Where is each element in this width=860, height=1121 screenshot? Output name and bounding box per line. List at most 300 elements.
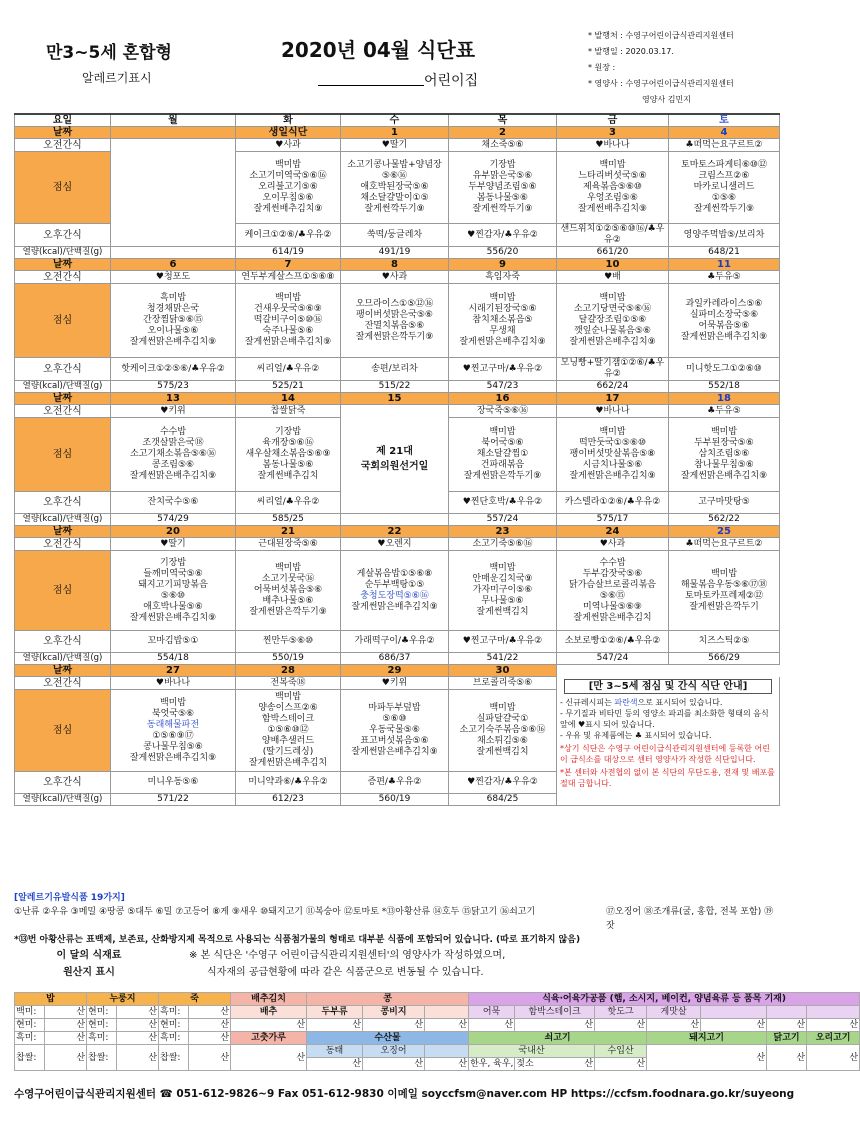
origin-san: 산 [45, 1019, 87, 1032]
info-warning: *본 센터와 사전협의 없이 본 식단의 무단도용, 전재 및 배포를 절대 금합니다. [560, 768, 775, 788]
lunch-cell [557, 284, 669, 358]
pm-snack-cell: 카스텔라①②⑥/♣우유② [557, 492, 669, 514]
lunch-item: 잘게썬맑은배추김치⑨ [129, 471, 217, 481]
lunch-item: 잘게썬맑은배추김치 [248, 758, 328, 768]
kcal-label: 열량(kcal)/단백질(g) [15, 514, 111, 526]
lunch-label: 점심 [15, 418, 111, 492]
lunch-cell [236, 284, 341, 358]
allergy-legend [14, 891, 779, 947]
origin-grain-label: 현미: [87, 1019, 117, 1032]
lunch-item: 무나물⑤⑥ [481, 596, 524, 606]
origin-sub-empty [701, 1006, 767, 1019]
origin-head-pork: 돼지고기 [647, 1032, 767, 1045]
kcal-cell: 648/21 [669, 247, 780, 259]
lunch-item: 토마토스파게티⑥⑩⑫ [681, 160, 767, 170]
am-snack-cell: ♥딸기 [341, 139, 449, 152]
lunch-item: 표고버섯볶음⑤⑥ [360, 736, 429, 746]
info-blue-word: 파란색 [614, 698, 638, 707]
publish-meta [588, 28, 734, 108]
origin-san: 산 [363, 1058, 425, 1071]
origin-sub-ham: 함박스테이크 [515, 1006, 595, 1019]
origin-sub-empty [425, 1006, 469, 1019]
date-row [15, 665, 780, 677]
kcal-cell: 684/25 [449, 794, 557, 806]
lunch-item: 깻잎순나물볶음⑤⑥ [574, 326, 651, 336]
lunch-item: 유부맑은국⑤⑥ [472, 171, 533, 181]
lunch-item: 잘게썬맑은깍두기⑨ [249, 607, 327, 617]
center-suffix: 어린이집 [424, 73, 479, 89]
lunch-cell [449, 690, 557, 772]
pm-snack-cell: 씨리얼/♣우유② [236, 492, 341, 514]
lunch-item: 두부양념조림⑤⑥ [468, 182, 537, 192]
origin-head-duck: 오리고기 [807, 1032, 860, 1045]
lunch-item: 잘게썬배추김치 [257, 471, 319, 481]
pm-snack-cell: ♥찐단호박/♣우유② [449, 492, 557, 514]
lunch-label: 점심 [15, 284, 111, 358]
lunch-item: 봄동나물⑤⑥ [477, 193, 528, 203]
am-snack-cell: ♥키위 [341, 677, 449, 690]
origin-sub-fishcake: 어묵 [469, 1006, 515, 1019]
lunch-cell [669, 152, 780, 224]
pm-snack-cell: 영양주먹밥⑤/보리차 [669, 224, 780, 247]
lunch-item: 백미밥 [599, 293, 626, 303]
lunch-item: 떡만둣국①⑤⑥⑩ [578, 438, 647, 448]
pm-snack-row [15, 358, 780, 381]
lunch-item: 잘게썬백김치 [476, 747, 529, 757]
lunch-cell [557, 551, 669, 631]
pm-snack-cell: 모닝빵+딸기잼①②⑥/♣우유② [557, 358, 669, 381]
am-snack-cell: ♥바나나 [111, 677, 236, 690]
origin-grain-label: 백미: [15, 1006, 45, 1019]
pm-snack-cell: 샌드위치①②⑤⑥⑩⑯/♣우유② [557, 224, 669, 247]
lunch-item: 잘게썬배추김치⑨ [578, 204, 647, 214]
pm-snack-cell: 씨리얼/♣우유② [236, 358, 341, 381]
lunch-item: 동래해물파전 [146, 719, 200, 730]
date-cell: 18 [669, 393, 780, 405]
origin-head-porridge: 죽 [159, 993, 231, 1006]
lunch-item: 잘게썬맑은배추김치⑨ [129, 337, 217, 347]
lunch-item: 잘게썬맑은배추김치⑨ [351, 601, 438, 612]
lunch-item: 우엉조림⑤⑥ [587, 193, 638, 203]
am-snack-cell: 근대된장죽⑤⑥ [236, 538, 341, 551]
lunch-cell [341, 690, 449, 772]
lunch-item: 안매운김치국⑨ [472, 574, 533, 584]
age-group: 만3~5세 혼합형 [46, 43, 172, 63]
lunch-item: 떡갈비구이⑤⑩⑯ [253, 315, 323, 325]
origin-sub-squid: 오징어 [363, 1045, 425, 1058]
pm-snack-cell: 미니약과⑥/♣우유② [236, 772, 341, 794]
kcal-cell: 571/22 [111, 794, 236, 806]
date-label: 날짜 [15, 127, 111, 139]
empty-cell [111, 139, 236, 247]
date-label: 날짜 [15, 259, 111, 271]
lunch-item: ⑤⑥⑯ [381, 171, 408, 181]
info-title: [만 3~5세 점심 및 간식 식단 안내] [564, 679, 772, 694]
pm-snack-cell: 미니우동⑤⑥ [111, 772, 236, 794]
date-cell: 7 [236, 259, 341, 271]
lunch-item: ①⑤⑥⑨⑰ [152, 730, 194, 741]
origin-san: 산 [807, 1019, 860, 1032]
date-cell: 11 [669, 259, 780, 271]
lunch-item: 무생채 [489, 326, 516, 336]
kcal-cell: 557/24 [449, 514, 557, 526]
date-cell: 2 [449, 127, 557, 139]
lunch-item: 느타리버섯국⑤⑥ [578, 171, 647, 181]
lunch-item: 백미밥 [489, 703, 516, 713]
date-label: 날짜 [15, 665, 111, 677]
lunch-item: 봄동나물⑤⑥ [262, 460, 314, 470]
date-cell: 6 [111, 259, 236, 271]
origin-grain-label: 찹쌀: [87, 1045, 117, 1071]
am-snack-cell: ♣두유⑤ [669, 271, 780, 284]
origin-grain-label: 찹쌀: [159, 1045, 189, 1071]
am-snack-cell: 채소죽⑤⑥ [449, 139, 557, 152]
kcal-cell: 585/25 [236, 514, 341, 526]
lunch-item: 어묵버섯볶음⑤⑥ [253, 585, 323, 595]
date-cell: 22 [341, 526, 449, 538]
lunch-item: 북엇국⑤⑥ [151, 708, 195, 719]
am-snack-cell: ♣떠먹는요구르트② [669, 538, 780, 551]
lunch-label: 점심 [15, 152, 111, 224]
origin-title-1: 이 달의 식재료 [56, 950, 122, 961]
origin-san: 산 [189, 1006, 231, 1019]
am-snack-cell: 브로콜리죽⑤⑥ [449, 677, 557, 690]
lunch-row [15, 551, 780, 631]
lunch-item: 잘게썬배추김치⑨ [253, 204, 323, 214]
pm-snack-label: 오후간식 [15, 631, 111, 653]
lunch-item: 잘게썬맑은배추김치⑨ [680, 471, 768, 481]
origin-grain-label: 현미: [159, 1019, 189, 1032]
lunch-cell [236, 418, 341, 492]
kcal-row [15, 247, 780, 259]
kcal-cell: 491/19 [341, 247, 449, 259]
meta-date: * 발행일 : 2020.03.17. [588, 47, 674, 56]
origin-head-seafood: 수산물 [307, 1032, 469, 1045]
lunch-label: 점심 [15, 551, 111, 631]
lunch-cell [111, 690, 236, 772]
weekday-0: 월 [111, 114, 236, 127]
lunch-item: 함박스테이크 [261, 714, 315, 724]
date-cell: 13 [111, 393, 236, 405]
kcal-row [15, 653, 780, 665]
allergy-note-text: *⑬번 아황산류는 표백제, 보존료, 산화방지제 목적으로 사용되는 식품첨가물의 형태로 대부분 식품에 포함되어 있습니다. (따로 표기하지 않음) [14, 935, 581, 945]
lunch-item: 간장찜닭⑤⑥⑮ [143, 315, 203, 325]
origin-head-bean: 콩 [307, 993, 469, 1006]
lunch-cell [236, 551, 341, 631]
lunch-cell [111, 551, 236, 631]
lunch-item: 달걀장조림①⑤⑥ [578, 315, 647, 325]
date-cell: 14 [236, 393, 341, 405]
origin-sub-empty [767, 1006, 807, 1019]
lunch-item: 백미밥 [274, 293, 302, 303]
pm-snack-cell: ♥찐고구마/♣우유② [449, 358, 557, 381]
pm-snack-cell: 케이크①②⑥/♣우유② [236, 224, 341, 247]
center-name-blank [318, 72, 424, 86]
date-cell [669, 665, 780, 677]
lunch-cell [449, 551, 557, 631]
am-snack-cell: ♥딸기 [111, 538, 236, 551]
kcal-row [15, 381, 780, 393]
date-cell: 30 [449, 665, 557, 677]
am-snack-cell: ♣떠먹는요구르트② [669, 139, 780, 152]
kcal-cell: 662/24 [557, 381, 669, 393]
lunch-item: 팽이버섯맛살볶음⑤⑧ [569, 449, 656, 459]
origin-san: 산 [515, 1058, 595, 1071]
origin-san: 산 [189, 1019, 231, 1032]
origin-san: 산 [117, 1045, 159, 1071]
lunch-item: 잘게썬맑은깍두기 [689, 601, 759, 612]
lunch-item: 잘게썬깍두기⑨ [472, 204, 533, 214]
am-snack-row [15, 677, 780, 690]
pm-snack-label: 오후간식 [15, 772, 111, 794]
lunch-item: ①⑤⑥⑩⑫ [267, 725, 309, 735]
lunch-item: ⑤⑥⑩ [160, 590, 186, 601]
pm-snack-cell: 미니핫도그①②⑥⑩ [669, 358, 780, 381]
date-cell: 9 [449, 259, 557, 271]
lunch-cell [669, 418, 780, 492]
lunch-item: 양배추샐러드 [261, 736, 315, 746]
origin-san: 산 [307, 1019, 363, 1032]
am-snack-cell: ♥바나나 [557, 405, 669, 418]
lunch-item: 미역나물⑤⑥⑨ [583, 601, 642, 612]
pm-snack-cell: 치즈스틱②⑤ [669, 631, 780, 653]
origin-head-beef: 쇠고기 [469, 1032, 647, 1045]
date-cell: 27 [111, 665, 236, 677]
lunch-item: 소고기미역국⑤⑥⑯ [249, 171, 327, 181]
lunch-item: 잘게썬맑은깍두기⑨ [355, 331, 434, 342]
date-cell [557, 665, 669, 677]
lunch-item: 잘게썬맑은배추김치⑨ [129, 752, 217, 763]
info-warning: *상기 식단은 수영구 어린이급식관리지원센터에 등록한 어린이 급식소를 대상으로 센터 영양사가 작성한 식단입니다. [560, 744, 770, 764]
date-row [15, 526, 780, 538]
weekday-header-row [15, 114, 780, 127]
lunch-item: 마카로니샐러드 [693, 182, 755, 192]
kcal-row [15, 514, 780, 526]
lunch-item: 건파래볶음 [480, 460, 525, 470]
lunch-item: 수수밥 [159, 427, 187, 437]
origin-grain-label: 흑미: [87, 1032, 117, 1045]
holiday-line: 제 21대 [376, 446, 413, 457]
origin-title [14, 944, 164, 984]
meta-publisher: * 발행처 : 수영구어린이급식관리지원센터 [588, 31, 734, 40]
date-cell: 17 [557, 393, 669, 405]
lunch-row [15, 284, 780, 358]
am-snack-cell: 찹쌀닭죽 [236, 405, 341, 418]
am-snack-cell: 전복죽⑱ [236, 677, 341, 690]
lunch-item: 청경채맑은국 [146, 304, 200, 314]
origin-san: 산 [307, 1058, 363, 1071]
lunch-item: 기장밥 [274, 427, 302, 437]
kcal-cell: 575/17 [557, 514, 669, 526]
kcal-cell: 560/19 [341, 794, 449, 806]
origin-san: 산 [469, 1019, 515, 1032]
lunch-item: ⑤⑥⑮ [599, 590, 626, 601]
meta-dietitian-name: 영양사 김민지 [642, 95, 691, 104]
weekday-3: 목 [449, 114, 557, 127]
lunch-item: 실파미소장국⑤⑥ [689, 309, 759, 320]
pm-snack-cell: 찐만두⑤⑥⑩ [236, 631, 341, 653]
lunch-item: 애호박된장국⑤⑥ [360, 182, 429, 192]
pm-snack-cell: 쑥떡/둥글레차 [341, 224, 449, 247]
pm-snack-cell: 잔치국수⑤⑥ [111, 492, 236, 514]
date-cell: 25 [669, 526, 780, 538]
lunch-item: 닭가슴살브로콜리볶음 [569, 579, 656, 590]
am-snack-cell: 소고기죽⑤⑥⑯ [449, 538, 557, 551]
lunch-item: 돼지고기피망볶음 [138, 579, 208, 590]
kcal-cell [111, 247, 236, 259]
origin-sub-empty [807, 1006, 860, 1019]
lunch-item: 잘게썬맑은배추김치⑨ [351, 747, 438, 757]
am-snack-cell: ♥사과 [557, 538, 669, 551]
lunch-item: 콩나물무침⑤⑥ [143, 741, 203, 752]
lunch-item: 오므라이스①⑤⑫⑯ [355, 298, 434, 309]
kcal-cell: 515/22 [341, 381, 449, 393]
lunch-item: 삼치조림⑤⑥ [698, 449, 750, 459]
lunch-item: 백미밥 [489, 427, 516, 437]
origin-san: 산 [807, 1045, 860, 1071]
origin-san: 산 [515, 1019, 595, 1032]
origin-san: 산 [595, 1019, 647, 1032]
lunch-item: 배추나물⑤⑥ [262, 596, 314, 606]
origin-title-2: 원산지 표시 [63, 967, 115, 978]
lunch-label: 점심 [15, 690, 111, 772]
lunch-item: 채소튀김⑤⑥ [477, 736, 528, 746]
origin-head-nurungji: 누룽지 [87, 993, 159, 1006]
lunch-item: 오이나물⑤⑥ [147, 326, 199, 336]
weekday-4: 금 [557, 114, 669, 127]
am-snack-label: 오전간식 [15, 405, 111, 418]
lunch-item: 백미밥 [710, 568, 738, 579]
origin-table [14, 992, 860, 1071]
origin-san: 산 [231, 1045, 307, 1071]
origin-hanwoo: 한우, 육우, 젖소 [470, 1059, 534, 1069]
date-cell: 29 [341, 665, 449, 677]
lunch-item: 시래기된장국⑤⑥ [468, 304, 537, 314]
meta-dietitian: * 영양사 : 수영구어린이급식관리지원센터 [588, 79, 734, 88]
lunch-item: 숙주나물⑤⑥ [262, 326, 314, 336]
pm-snack-cell: ♥찐감자/♣우유② [449, 224, 557, 247]
info-line [560, 697, 776, 708]
kcal-cell: 547/23 [449, 381, 557, 393]
lunch-item: 소고기채소볶음⑤⑥⑯ [130, 449, 216, 459]
pm-snack-label: 오후간식 [15, 492, 111, 514]
lunch-item: 조갯살맑은국⑱ [142, 438, 204, 448]
lunch-cell [111, 418, 236, 492]
page-header [0, 0, 793, 108]
origin-san: 산 [701, 1019, 767, 1032]
lunch-item: 새우살채소볶음⑤⑥⑨ [245, 449, 331, 459]
kcal-label: 열량(kcal)/단백질(g) [15, 381, 111, 393]
date-cell: 생일식단 [236, 127, 341, 139]
date-cell: 10 [557, 259, 669, 271]
pm-snack-cell: 가래떡구이/♣우유② [341, 631, 449, 653]
date-cell: 23 [449, 526, 557, 538]
lunch-item: 백미밥 [274, 692, 302, 702]
lunch-item: 소고기콩나물밥+양념장 [347, 160, 442, 170]
lunch-item: 백미밥 [599, 160, 626, 170]
lunch-item: 백미밥 [599, 427, 626, 437]
lunch-cell [449, 284, 557, 358]
lunch-item: 크림스프②⑥ [698, 171, 750, 181]
origin-san: 산 [647, 1045, 767, 1071]
allergy-items-1: ①난류 ②우유 ③메밀 ④땅콩 ⑤대두 ⑥밀 ⑦고등어 ⑧게 ⑨새우 ⑩돼지고기 ⑪복숭아 ⑫토마토 *⑬아황산류 ⑭호두 ⑮닭고기 ⑯쇠고기 [14, 907, 536, 917]
lunch-item: 소고기당면국⑤⑥⑯ [573, 304, 652, 314]
origin-san: 산 [189, 1045, 231, 1071]
lunch-item: 애호박나물⑤⑥ [143, 601, 203, 612]
am-snack-label: 오전간식 [15, 139, 111, 152]
lunch-item: (딸기드레싱) [262, 747, 314, 757]
origin-sub-domestic: 국내산 [469, 1045, 595, 1058]
holiday-text [342, 444, 447, 474]
date-cell: 15 [341, 393, 449, 405]
lunch-item: 어묵볶음⑤⑥ [698, 320, 750, 331]
lunch-item: ①⑤⑥ [711, 193, 737, 203]
origin-san: 산 [117, 1032, 159, 1045]
date-row [15, 127, 780, 139]
lunch-item: 백미밥 [710, 427, 738, 437]
date-cell [111, 127, 236, 139]
lunch-item: 채소달걀찜① [476, 449, 529, 459]
info-line: - 무기질과 비타민 등의 영양소 파괴를 최소화한 형태의 음식앞에 ♥표시 되어 있습니다. [560, 709, 769, 729]
kcal-cell [341, 514, 449, 526]
lunch-item: 순두부백탕①⑤ [364, 579, 425, 590]
am-snack-cell: 연두부게살스프①⑤⑥⑧ [236, 271, 341, 284]
kcal-cell: 661/20 [557, 247, 669, 259]
lunch-item: 우동국물⑤⑥ [369, 725, 420, 735]
kcal-cell: 554/18 [111, 653, 236, 665]
lunch-item: 소고기뭇국⑯ [261, 574, 315, 584]
origin-desc-1: ※ 본 식단은 '수영구 어린이급식관리지원센터'의 영양사가 작성하였으며, [189, 950, 506, 961]
lunch-item: 제육볶음⑤⑥⑩ [583, 182, 642, 192]
kcal-cell: 574/29 [111, 514, 236, 526]
origin-san: 산 [117, 1006, 159, 1019]
info-line: - 우유 및 유제품에는 ♣ 표시되어 있습니다. [560, 731, 712, 740]
am-snack-cell: ♣두유⑤ [669, 405, 780, 418]
kcal-label: 열량(kcal)/단백질(g) [15, 794, 111, 806]
kcal-cell: 614/19 [236, 247, 341, 259]
pm-snack-label: 오후간식 [15, 224, 111, 247]
kcal-cell: 550/19 [236, 653, 341, 665]
lunch-item: 게살볶음밥①⑤⑥⑧ [356, 568, 433, 579]
lunch-item: 기장밥 [489, 160, 516, 170]
lunch-item: 과일카레라이스⑤⑥ [685, 298, 763, 309]
lunch-item: 오이무침⑤⑥ [262, 193, 314, 203]
kcal-cell: 525/21 [236, 381, 341, 393]
lunch-item: 백미밥 [489, 293, 516, 303]
lunch-item: 백미밥 [489, 563, 516, 573]
footer-contact: 수영구어린이급식관리지원센터 ☎ 051-612-9826~9 Fax 051-612-9830 이메일 soyccfsm@naver.com HP https://ccfsm.foodnara.go.kr/suyeong [14, 1088, 795, 1100]
am-snack-cell: ♥청포도 [111, 271, 236, 284]
weekday-1: 화 [236, 114, 341, 127]
pm-snack-cell: 증편/♣우유② [341, 772, 449, 794]
origin-sub-abalone: 동태 [307, 1045, 363, 1058]
menu-info-box [557, 677, 780, 806]
date-cell: 28 [236, 665, 341, 677]
info-text [558, 697, 778, 789]
weekday-2: 수 [341, 114, 449, 127]
lunch-item: 충청도장떡⑤⑥⑯ [360, 590, 429, 601]
origin-sub-imported: 수입산 [595, 1045, 647, 1058]
lunch-item: 잘게썬맑은배추김치 [573, 612, 652, 623]
kcal-cell: 541/22 [449, 653, 557, 665]
lunch-item: 해물볶음우동⑤⑥⑰⑱ [680, 579, 768, 590]
kcal-label: 열량(kcal)/단백질(g) [15, 653, 111, 665]
lunch-item: 기장밥 [159, 557, 187, 568]
origin-sub-cabbage: 배추 [231, 1006, 307, 1019]
lunch-item: 잘게썬맑은배추김치⑨ [569, 337, 656, 347]
pm-snack-row [15, 631, 780, 653]
pm-snack-cell: 소보로빵①②⑥/♣우유② [557, 631, 669, 653]
